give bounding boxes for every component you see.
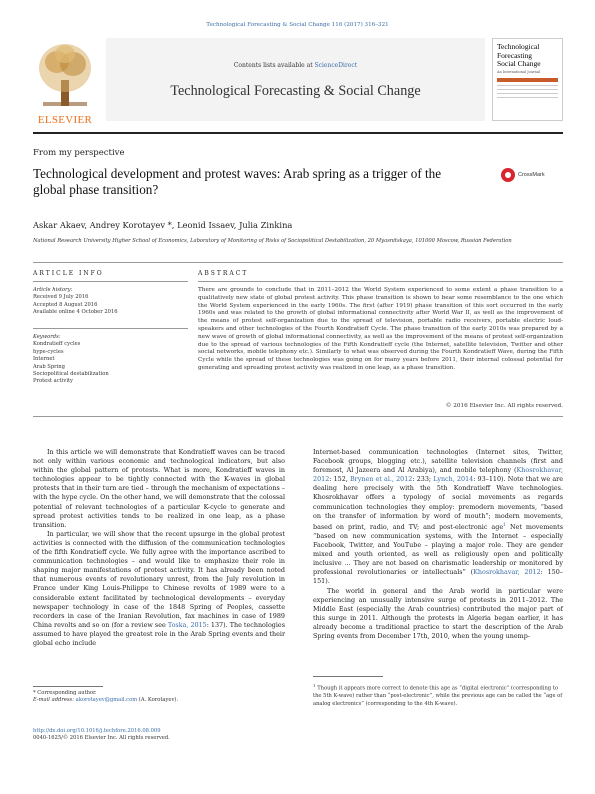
body-text: Net movements “based on new communication systems, with the Internet – especially Facebook, Twitter, and YouTube – playing a major role. They are gender mixed and youth oriented, as well as religiously open and politically inclusive … They are not based on charismatic leadership or monitored by professional revolutionaries or intellectuals” ( [313,522,563,577]
citation-link[interactable]: Toska, 2015 [167,620,207,629]
body-text: Internet-based communication technologies (Internet sites, Twitter, Facebook groups, blogging etc.), satellite television channels (first and foremost, Al Jazeera and Al Arabiya), and mobile telephony ( [313,448,563,475]
contents-line [106,62,485,69]
corresponding-label: * Corresponding author. [33,690,97,696]
body-paragraph: The world in general and the Arab world in particular were experiencing an unusually intensive surge of protests in 2011–2012. The Middle East (especially the Arab countries) contributed the major part of this surge in 2011. Although the protests in Algeria began earlier, it has already become a traditional practice to start the description of the Arab Spring events from December 17th, 2010, when the young unemp- [313,586,563,640]
footnote-rule [33,686,103,687]
body-paragraph [313,448,563,587]
journal-title[interactable]: Technological Forecasting & Social Change [170,83,421,99]
publisher-name: ELSEVIER [37,114,93,126]
body-text: : 150–151). [313,568,563,586]
sciencedirect-link[interactable]: ScienceDirect [314,62,358,69]
cover-title-line-2: Forecasting [497,50,532,60]
keyword-item: hype-cycles [33,348,64,355]
corresponding-author-note [33,690,285,705]
divider [33,416,563,417]
keyword-item: Arab Spring [33,363,65,370]
cover-title-line-3: Social Change [497,59,541,68]
keyword-item: Internet [33,356,55,363]
doi-block [33,728,170,743]
doi-link[interactable]: http://dx.doi.org/10.1016/j.techfore.2016.08.009 [33,728,161,734]
body-text: : 137). The technologies assumed to have played the greatest role in the Arab Spring events and their global echo include [33,620,285,647]
divider [33,281,188,282]
citation-link[interactable]: Khosrokhavar, 2012 [313,466,563,484]
citation-link[interactable]: Brynen et al., 2012 [349,475,413,484]
issn-line: 0040-1625/© 2016 Elsevier Inc. All rights reserved. [33,735,170,742]
history-online: Available online 4 October 2016 [33,309,118,316]
history-accepted: Accepted 8 August 2016 [33,301,98,308]
article-info-heading: ARTICLE INFO [33,270,104,277]
footnote-rule [313,676,383,677]
footnote-number: 1 [313,683,316,688]
history-label: Article history: [33,287,73,293]
cover-subtitle: An International Journal [497,69,541,74]
history-received: Received 9 July 2016 [33,294,89,301]
abstract-text: There are grounds to conclude that in 2011–2012 the World System experienced to some extent a phase transition to a qualitatively new state of global protest activity. This phase transition is shown to bear some resemblance to the one which the World System experienced in the early 1960s. The first (after 1919) phase transition of this sort occurred in the early 1960s and was related to the growth of global informational connectivity after World War II, as well as the improvement of the means of protest self-organization due to the spread of television, portable radio receivers, portable electric loud-speakers and other technologies of the Fourth Kondratieff Cycle. The phase transition of the early 2010s was prepared by a new wave of growth of global informational connectivity, as well as the improvement of the means of protest self-organization due to the spread of various technologies of the Fifth Kondratieff cycle (the Internet, satellite television, Twitter and other social networks, mobile telephony etc.). Similarly to what was observed during the Fourth Kondratieff Wave, during the Fifth Cycle while the spread of these technologies was going on for many years before 2011, their internal colossal potential for generating and spreading protest activity was realized in one leap, as a phase transition. [198,287,563,371]
elsevier-tree-icon [37,40,93,110]
body-column-right [313,448,563,641]
footnote-1 [313,682,563,708]
section-label: From my perspective [33,148,125,158]
article-title: Technological development and protest waves: Arab spring as a trigger of the global phase transition? [33,166,442,197]
footnote-mark[interactable]: 1 [503,522,506,528]
email-suffix: (A. Korotayev). [137,697,179,704]
keywords-label: Keywords: [33,334,61,340]
keyword-item: Protest activity [33,378,73,385]
divider [198,281,563,282]
abstract-heading: ABSTRACT [198,270,249,277]
crossmark-button[interactable] [501,168,563,184]
masthead-box [106,38,485,121]
body-text: : 93–110). Note that we are dealing here precisely with the 5th Kondratieff Wave technologies. Khosrokhavar offers a typology of social movements as regards communication technologies they employ: premodern movements, “based on the transfer of information by word of mouth”; modern movements, based on print, radio, and TV; and post-electronic age [313,475,563,531]
footnote-text: Though it appears more correct to denote this age as “digital electronic” (corresponding to the 5th K-wave) rather than “post-electronic”, while the previous age can be called the “age of analog electronics” (corresponding to the 4th K-wave). [313,685,563,707]
author-list[interactable]: Askar Akaev, Andrey Korotayev *, Leonid Issaev, Julia Zinkina [33,220,293,230]
email-line [33,697,285,704]
crossmark-icon [501,168,515,182]
keyword-item: Sociopolitical destabilization [33,371,109,378]
body-paragraph [33,530,285,648]
abstract-copyright: © 2016 Elsevier Inc. All rights reserved. [445,403,563,409]
cover-accent-bar [497,78,558,82]
body-text: In particular, we will show that the recent upsurge in the global protest activities is connected with the diffusion of the communication technologies of the fifth Kondratieff cycle. We fully agree with the importance ascribed to communication technologies – and would like to emphasize their role in shaping major manifestations of protest activity. It has already been noted that numerous events of revolutionary unrest, from the July revolution in France under King Louis-Philippe to Chinese revolts of 1989 were to a considerable extent facilitated by technological developments – everyday newspaper technology in case of the 1848 Spring of Peoples, cassette recorders in case of the Iranian Revolution, fax machines in case of 1989 China revolts and so on (for a review see [33,529,285,629]
article-history [33,287,188,317]
journal-cover[interactable] [492,38,563,121]
divider [33,328,188,329]
elsevier-logo[interactable] [33,36,97,126]
body-paragraph: In this article we will demonstrate that Kondratieff waves can be traced not only within various economic and technological indicators, but also within the global pattern of protests. What is more, Kondratieff waves in technologies appear to be tightly connected with the K-waves in global protests that in their turn are tied – through the mechanism of expectations – with the hype cycle. On the other hand, we will demonstrate that the colossal potential of relevant technologies of a particular K-cycle to generate and spread protest activities tends to be realized in one leap, as a phase transition. [33,448,285,529]
body-text: : 233; [412,475,434,484]
divider [33,262,563,263]
keywords [33,334,188,386]
email-link[interactable]: akorotayev@gmail.com [75,697,138,704]
citation-link[interactable]: Lynch, 2014 [433,475,474,484]
body-column-left [33,448,285,648]
email-prefix: E-mail address: [33,697,76,704]
cover-title-line-1: Technological [497,42,540,51]
body-text: : 152, [329,475,350,484]
header-rule [33,132,563,134]
running-head[interactable]: Technological Forecasting & Social Change 116 (2017) 316–321 [206,22,389,28]
affiliation: National Research University Higher School of Economics, Laboratory of Monitoring of Risks of Sociopolitical Destabilization, 20 Myasnitskaya, 101000 Moscow, Russian Federation [33,238,512,244]
cover-decoration [497,85,558,98]
citation-link[interactable]: Khosrokhavar, 2012 [473,568,541,577]
crossmark-label: CrossMark [518,172,545,178]
keyword-item: Kondratieff cycles [33,341,81,348]
contents-prefix: Contents lists available at [233,62,315,69]
